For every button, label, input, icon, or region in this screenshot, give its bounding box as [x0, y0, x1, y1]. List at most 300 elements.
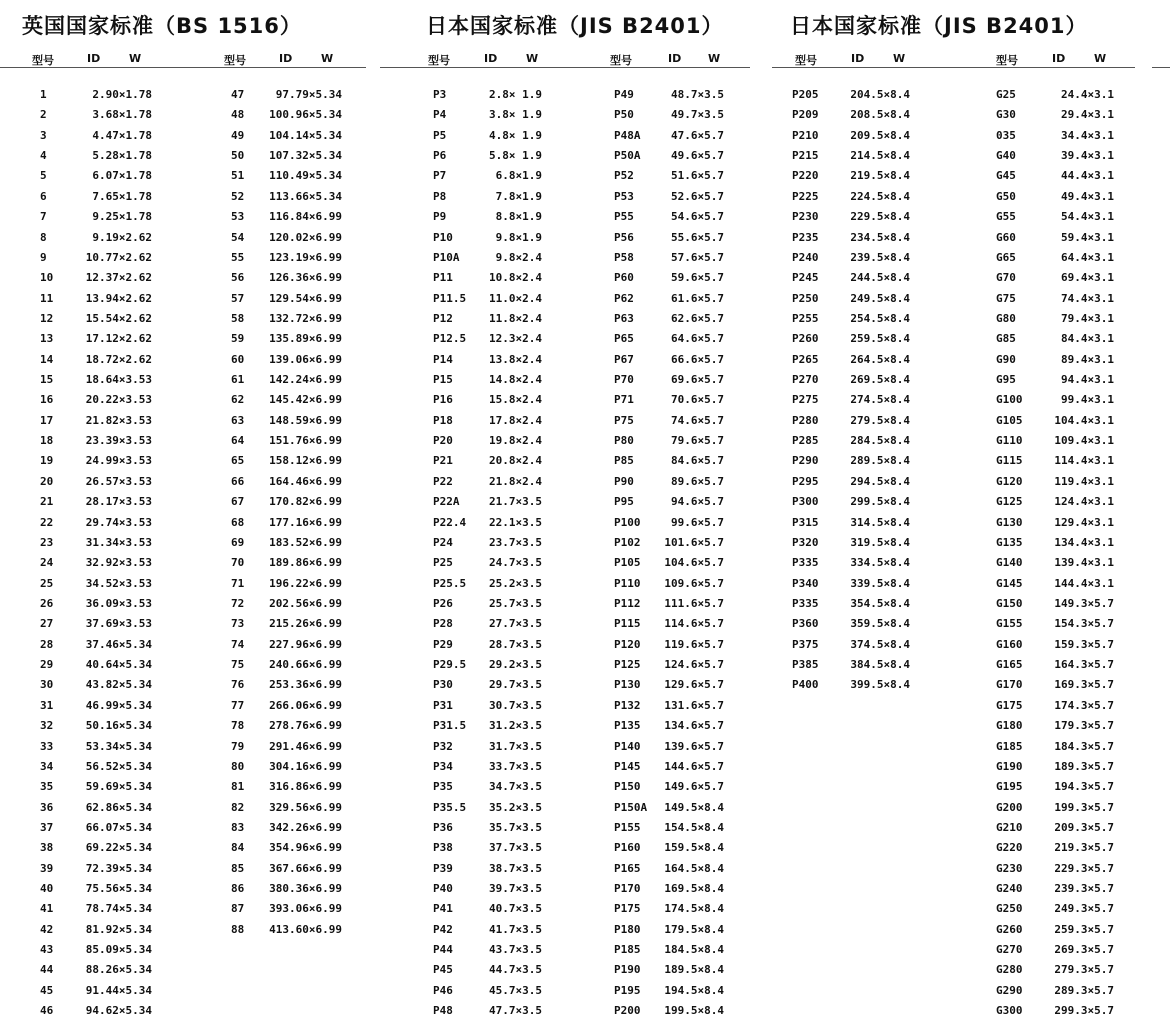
table-row: [40, 678, 152, 698]
table-row: [614, 740, 724, 760]
model-cell: 34: [40, 759, 54, 773]
table-row: [996, 740, 1114, 760]
table-row: [614, 495, 724, 515]
model-cell: P340: [792, 576, 819, 590]
header-id: ID: [851, 52, 865, 65]
size-cell: 174.3×5.7: [1054, 698, 1114, 712]
size-cell: 37.46×5.34: [85, 637, 152, 651]
size-cell: 39.4×3.1: [1061, 149, 1114, 163]
model-cell: 1: [40, 88, 47, 101]
size-cell: 367.66×6.99: [269, 861, 342, 875]
size-cell: 66.6×5.7: [671, 352, 724, 366]
size-cell: 40.7×3.5: [489, 902, 542, 916]
size-cell: 151.76×6.99: [269, 434, 342, 448]
model-cell: P41: [433, 902, 453, 916]
table-row: [996, 1004, 1114, 1024]
size-cell: 194.5×8.4: [664, 983, 724, 997]
table-row: [231, 841, 342, 861]
section-title: 英国国家标准（BS 1516）: [22, 14, 302, 38]
size-cell: 135.89×6.99: [269, 332, 342, 346]
table-row: [614, 475, 724, 495]
model-cell: P335: [792, 596, 819, 610]
size-cell: 17.8×2.4: [489, 413, 542, 427]
table-row: [996, 760, 1114, 780]
table-row: [996, 638, 1114, 658]
size-cell: 91.44×5.34: [85, 983, 152, 997]
table-row: [614, 597, 724, 617]
size-cell: 32.92×3.53: [85, 556, 152, 570]
size-cell: 229.3×5.7: [1054, 861, 1114, 875]
model-cell: G130: [996, 515, 1023, 529]
model-cell: P56: [614, 230, 634, 244]
model-cell: P130: [614, 678, 641, 692]
table-row: [40, 251, 152, 271]
model-cell: P15: [433, 373, 453, 387]
model-cell: 48: [231, 108, 245, 122]
table-row: [996, 658, 1114, 678]
model-cell: 14: [40, 352, 54, 366]
model-cell: 85: [231, 861, 245, 875]
size-cell: 116.84×6.99: [269, 210, 342, 224]
model-cell: P180: [614, 922, 641, 936]
header-w: W: [526, 52, 539, 65]
table-row: [996, 373, 1114, 393]
size-cell: 169.5×8.4: [664, 882, 724, 896]
size-cell: 204.5×8.4: [850, 88, 910, 101]
model-cell: G300: [996, 1004, 1023, 1018]
model-cell: P132: [614, 698, 641, 712]
model-cell: G190: [996, 759, 1023, 773]
model-cell: P65: [614, 332, 634, 346]
size-cell: 21.82×3.53: [85, 413, 152, 427]
table-row: [231, 454, 342, 474]
model-cell: P400: [792, 678, 819, 692]
model-cell: 72: [231, 596, 245, 610]
model-cell: P7: [433, 169, 447, 183]
size-cell: 109.4×3.1: [1054, 434, 1114, 448]
table-row: [433, 902, 542, 922]
size-cell: 24.99×3.53: [85, 454, 152, 468]
header-id: ID: [1052, 52, 1066, 65]
model-cell: P80: [614, 434, 634, 448]
size-cell: 384.5×8.4: [850, 658, 910, 672]
table-row: [433, 719, 542, 739]
size-cell: 35.7×3.5: [489, 820, 542, 834]
model-cell: P48: [433, 1004, 453, 1018]
table-row: [792, 210, 910, 230]
table-row: [792, 678, 910, 698]
size-cell: 37.69×3.53: [85, 617, 152, 631]
table-row: [614, 414, 724, 434]
model-cell: P75: [614, 413, 634, 427]
model-cell: P385: [792, 658, 819, 672]
model-cell: P110: [614, 576, 641, 590]
table-row: [996, 902, 1114, 922]
table-row: [996, 882, 1114, 902]
model-cell: P280: [792, 413, 819, 427]
size-cell: 78.74×5.34: [85, 902, 152, 916]
size-cell: 132.72×6.99: [269, 311, 342, 325]
size-cell: 170.82×6.99: [269, 495, 342, 509]
table-row: [996, 780, 1114, 800]
model-cell: G200: [996, 800, 1023, 814]
model-cell: G155: [996, 617, 1023, 631]
table-row: [996, 88, 1114, 108]
table-row: [231, 577, 342, 597]
model-cell: P45: [433, 963, 453, 977]
size-cell: 19.8×2.4: [489, 434, 542, 448]
size-cell: 107.32×5.34: [269, 149, 342, 163]
size-cell: 239.3×5.7: [1054, 882, 1114, 896]
table-row: [614, 862, 724, 882]
table-row: [792, 556, 910, 576]
size-cell: 33.7×3.5: [489, 759, 542, 773]
model-cell: 35: [40, 780, 54, 794]
size-cell: 269.3×5.7: [1054, 943, 1114, 957]
model-cell: G30: [996, 108, 1016, 122]
model-cell: 57: [231, 291, 245, 305]
model-cell: P25.5: [433, 576, 467, 590]
table-row: [231, 699, 342, 719]
size-cell: 81.92×5.34: [85, 922, 152, 936]
table-row: [792, 577, 910, 597]
table-row: [792, 292, 910, 312]
model-cell: P46: [433, 983, 453, 997]
model-cell: 76: [231, 678, 245, 692]
model-cell: P11.5: [433, 291, 467, 305]
size-cell: 59.4×3.1: [1061, 230, 1114, 244]
size-cell: 104.14×5.34: [269, 128, 342, 142]
table-row: [433, 699, 542, 719]
size-cell: 319.5×8.4: [850, 535, 910, 549]
table-row: [231, 169, 342, 189]
size-cell: 94.6×5.7: [671, 495, 724, 509]
table-row: [614, 149, 724, 169]
table-row: [231, 617, 342, 637]
size-cell: 46.99×5.34: [85, 698, 152, 712]
model-cell: P260: [792, 332, 819, 346]
size-cell: 8.8×1.9: [495, 210, 542, 224]
size-cell: 148.59×6.99: [269, 413, 342, 427]
size-cell: 144.6×5.7: [664, 759, 724, 773]
model-cell: 22: [40, 515, 54, 529]
table-column: [792, 88, 910, 699]
model-cell: P30: [433, 678, 453, 692]
model-cell: P255: [792, 311, 819, 325]
model-cell: P140: [614, 739, 641, 753]
model-cell: P38: [433, 841, 453, 855]
model-cell: 84: [231, 841, 245, 855]
model-cell: P265: [792, 352, 819, 366]
table-row: [231, 495, 342, 515]
model-cell: P24: [433, 535, 453, 549]
size-cell: 164.3×5.7: [1054, 658, 1114, 672]
model-cell: P31: [433, 698, 453, 712]
table-row: [433, 923, 542, 943]
table-row: [231, 88, 342, 108]
model-cell: P55: [614, 210, 634, 224]
model-cell: G90: [996, 352, 1016, 366]
size-cell: 184.5×8.4: [664, 943, 724, 957]
model-cell: 36: [40, 800, 54, 814]
table-row: [433, 801, 542, 821]
model-cell: P63: [614, 311, 634, 325]
size-cell: 44.4×3.1: [1061, 169, 1114, 183]
model-cell: 75: [231, 658, 245, 672]
table-row: [433, 332, 542, 352]
table-row: [614, 923, 724, 943]
model-cell: G290: [996, 983, 1023, 997]
model-cell: P215: [792, 149, 819, 163]
table-row: [433, 414, 542, 434]
model-cell: P105: [614, 556, 641, 570]
table-row: [231, 271, 342, 291]
model-cell: G140: [996, 556, 1023, 570]
table-row: [231, 251, 342, 271]
size-cell: 84.6×5.7: [671, 454, 724, 468]
size-cell: 111.6×5.7: [664, 596, 724, 610]
table-row: [231, 658, 342, 678]
size-cell: 120.02×6.99: [269, 230, 342, 244]
model-cell: G65: [996, 250, 1016, 264]
table-row: [614, 373, 724, 393]
model-cell: P28: [433, 617, 453, 631]
model-cell: G125: [996, 495, 1023, 509]
table-row: [231, 292, 342, 312]
table-row: [792, 88, 910, 108]
header-model: 型号: [996, 54, 1018, 67]
table-row: [614, 678, 724, 698]
model-cell: 71: [231, 576, 245, 590]
size-cell: 49.6×5.7: [671, 149, 724, 163]
size-cell: 54.4×3.1: [1061, 210, 1114, 224]
model-cell: P125: [614, 658, 641, 672]
table-row: [996, 801, 1114, 821]
header-id: ID: [668, 52, 682, 65]
size-cell: 208.5×8.4: [850, 108, 910, 122]
header-id: ID: [279, 52, 293, 65]
size-cell: 339.5×8.4: [850, 576, 910, 590]
size-cell: 199.3×5.7: [1054, 800, 1114, 814]
table-row: [40, 332, 152, 352]
model-cell: P60: [614, 271, 634, 285]
size-cell: 12.3×2.4: [489, 332, 542, 346]
table-row: [996, 271, 1114, 291]
size-cell: 34.7×3.5: [489, 780, 542, 794]
table-row: [792, 271, 910, 291]
model-cell: P175: [614, 902, 641, 916]
size-cell: 74.4×3.1: [1061, 291, 1114, 305]
table-row: [996, 454, 1114, 474]
size-cell: 104.4×3.1: [1054, 413, 1114, 427]
model-cell: G250: [996, 902, 1023, 916]
header-model: 型号: [224, 54, 246, 67]
table-row: [614, 393, 724, 413]
table-row: [996, 963, 1114, 983]
model-cell: P95: [614, 495, 634, 509]
model-cell: P58: [614, 250, 634, 264]
model-cell: 70: [231, 556, 245, 570]
header-divider: [380, 67, 750, 68]
model-cell: 21: [40, 495, 54, 509]
size-cell: 291.46×6.99: [269, 739, 342, 753]
model-cell: P12.5: [433, 332, 467, 346]
model-cell: 47: [231, 88, 245, 101]
table-row: [614, 658, 724, 678]
model-cell: 32: [40, 719, 54, 733]
size-cell: 79.4×3.1: [1061, 311, 1114, 325]
model-cell: G220: [996, 841, 1023, 855]
table-row: [792, 190, 910, 210]
model-cell: 67: [231, 495, 245, 509]
table-row: [231, 556, 342, 576]
model-cell: 7: [40, 210, 47, 224]
model-cell: 87: [231, 902, 245, 916]
size-cell: 334.5×8.4: [850, 556, 910, 570]
table-row: [433, 943, 542, 963]
table-row: [996, 699, 1114, 719]
size-cell: 158.12×6.99: [269, 454, 342, 468]
model-cell: P22A: [433, 495, 460, 509]
header-w: W: [129, 52, 142, 65]
size-cell: 139.06×6.99: [269, 352, 342, 366]
model-cell: 37: [40, 820, 54, 834]
model-cell: 69: [231, 535, 245, 549]
size-cell: 97.79×5.34: [275, 88, 342, 101]
table-row: [433, 780, 542, 800]
table-column: [433, 88, 542, 1025]
table-row: [40, 780, 152, 800]
size-cell: 89.4×3.1: [1061, 352, 1114, 366]
size-cell: 219.3×5.7: [1054, 841, 1114, 855]
table-row: [40, 760, 152, 780]
size-cell: 36.09×3.53: [85, 596, 152, 610]
table-row: [792, 638, 910, 658]
model-cell: P20: [433, 434, 453, 448]
table-row: [996, 984, 1114, 1004]
table-row: [614, 231, 724, 251]
table-row: [996, 536, 1114, 556]
size-cell: 289.5×8.4: [850, 454, 910, 468]
size-cell: 13.94×2.62: [85, 291, 152, 305]
model-cell: 40: [40, 882, 54, 896]
model-cell: G70: [996, 271, 1016, 285]
table-row: [40, 801, 152, 821]
model-cell: P165: [614, 861, 641, 875]
size-cell: 129.4×3.1: [1054, 515, 1114, 529]
table-row: [614, 577, 724, 597]
model-cell: P12: [433, 311, 453, 325]
size-cell: 131.6×5.7: [664, 698, 724, 712]
size-cell: 29.74×3.53: [85, 515, 152, 529]
model-cell: P150A: [614, 800, 648, 814]
size-cell: 215.26×6.99: [269, 617, 342, 631]
table-row: [433, 556, 542, 576]
table-row: [614, 190, 724, 210]
model-cell: 42: [40, 922, 54, 936]
model-cell: P31.5: [433, 719, 467, 733]
model-cell: G120: [996, 474, 1023, 488]
size-cell: 62.6×5.7: [671, 311, 724, 325]
table-row: [433, 108, 542, 128]
table-row: [433, 617, 542, 637]
size-cell: 2.8× 1.9: [489, 88, 542, 101]
size-cell: 56.52×5.34: [85, 759, 152, 773]
table-column: [996, 88, 1114, 1025]
table-row: [614, 984, 724, 1004]
table-row: [614, 434, 724, 454]
model-cell: P50: [614, 108, 634, 122]
table-row: [40, 597, 152, 617]
table-row: [231, 862, 342, 882]
table-row: [996, 210, 1114, 230]
model-cell: 80: [231, 759, 245, 773]
size-cell: 28.17×3.53: [85, 495, 152, 509]
size-cell: 40.64×5.34: [85, 658, 152, 672]
model-cell: 28: [40, 637, 54, 651]
table-row: [40, 495, 152, 515]
table-row: [996, 617, 1114, 637]
size-cell: 62.86×5.34: [85, 800, 152, 814]
model-cell: 63: [231, 413, 245, 427]
model-cell: P135: [614, 719, 641, 733]
size-cell: 70.6×5.7: [671, 393, 724, 407]
model-cell: P40: [433, 882, 453, 896]
size-cell: 139.6×5.7: [664, 739, 724, 753]
model-cell: P170: [614, 882, 641, 896]
table-row: [614, 760, 724, 780]
model-cell: P5: [433, 128, 447, 142]
model-cell: 43: [40, 943, 54, 957]
model-cell: P42: [433, 922, 453, 936]
table-row: [792, 617, 910, 637]
model-cell: G195: [996, 780, 1023, 794]
size-cell: 18.72×2.62: [85, 352, 152, 366]
table-row: [996, 719, 1114, 739]
size-cell: 15.8×2.4: [489, 393, 542, 407]
model-cell: P6: [433, 149, 447, 163]
header-w: W: [321, 52, 334, 65]
size-cell: 88.26×5.34: [85, 963, 152, 977]
model-cell: 035: [996, 128, 1016, 142]
table-row: [433, 577, 542, 597]
size-cell: 25.7×3.5: [489, 596, 542, 610]
model-cell: P245: [792, 271, 819, 285]
model-cell: G60: [996, 230, 1016, 244]
table-row: [792, 495, 910, 515]
size-cell: 399.5×8.4: [850, 678, 910, 692]
model-cell: G50: [996, 189, 1016, 203]
model-cell: 59: [231, 332, 245, 346]
size-cell: 28.7×3.5: [489, 637, 542, 651]
size-cell: 22.1×3.5: [489, 515, 542, 529]
size-cell: 149.5×8.4: [664, 800, 724, 814]
model-cell: 82: [231, 800, 245, 814]
table-row: [614, 821, 724, 841]
size-cell: 169.3×5.7: [1054, 678, 1114, 692]
table-row: [40, 353, 152, 373]
table-row: [433, 271, 542, 291]
table-row: [792, 536, 910, 556]
model-cell: P22: [433, 474, 453, 488]
model-cell: 79: [231, 739, 245, 753]
table-row: [614, 129, 724, 149]
size-cell: 7.8×1.9: [495, 189, 542, 203]
table-row: [40, 231, 152, 251]
model-cell: P250: [792, 291, 819, 305]
model-cell: P200: [614, 1004, 641, 1018]
size-cell: 129.6×5.7: [664, 678, 724, 692]
